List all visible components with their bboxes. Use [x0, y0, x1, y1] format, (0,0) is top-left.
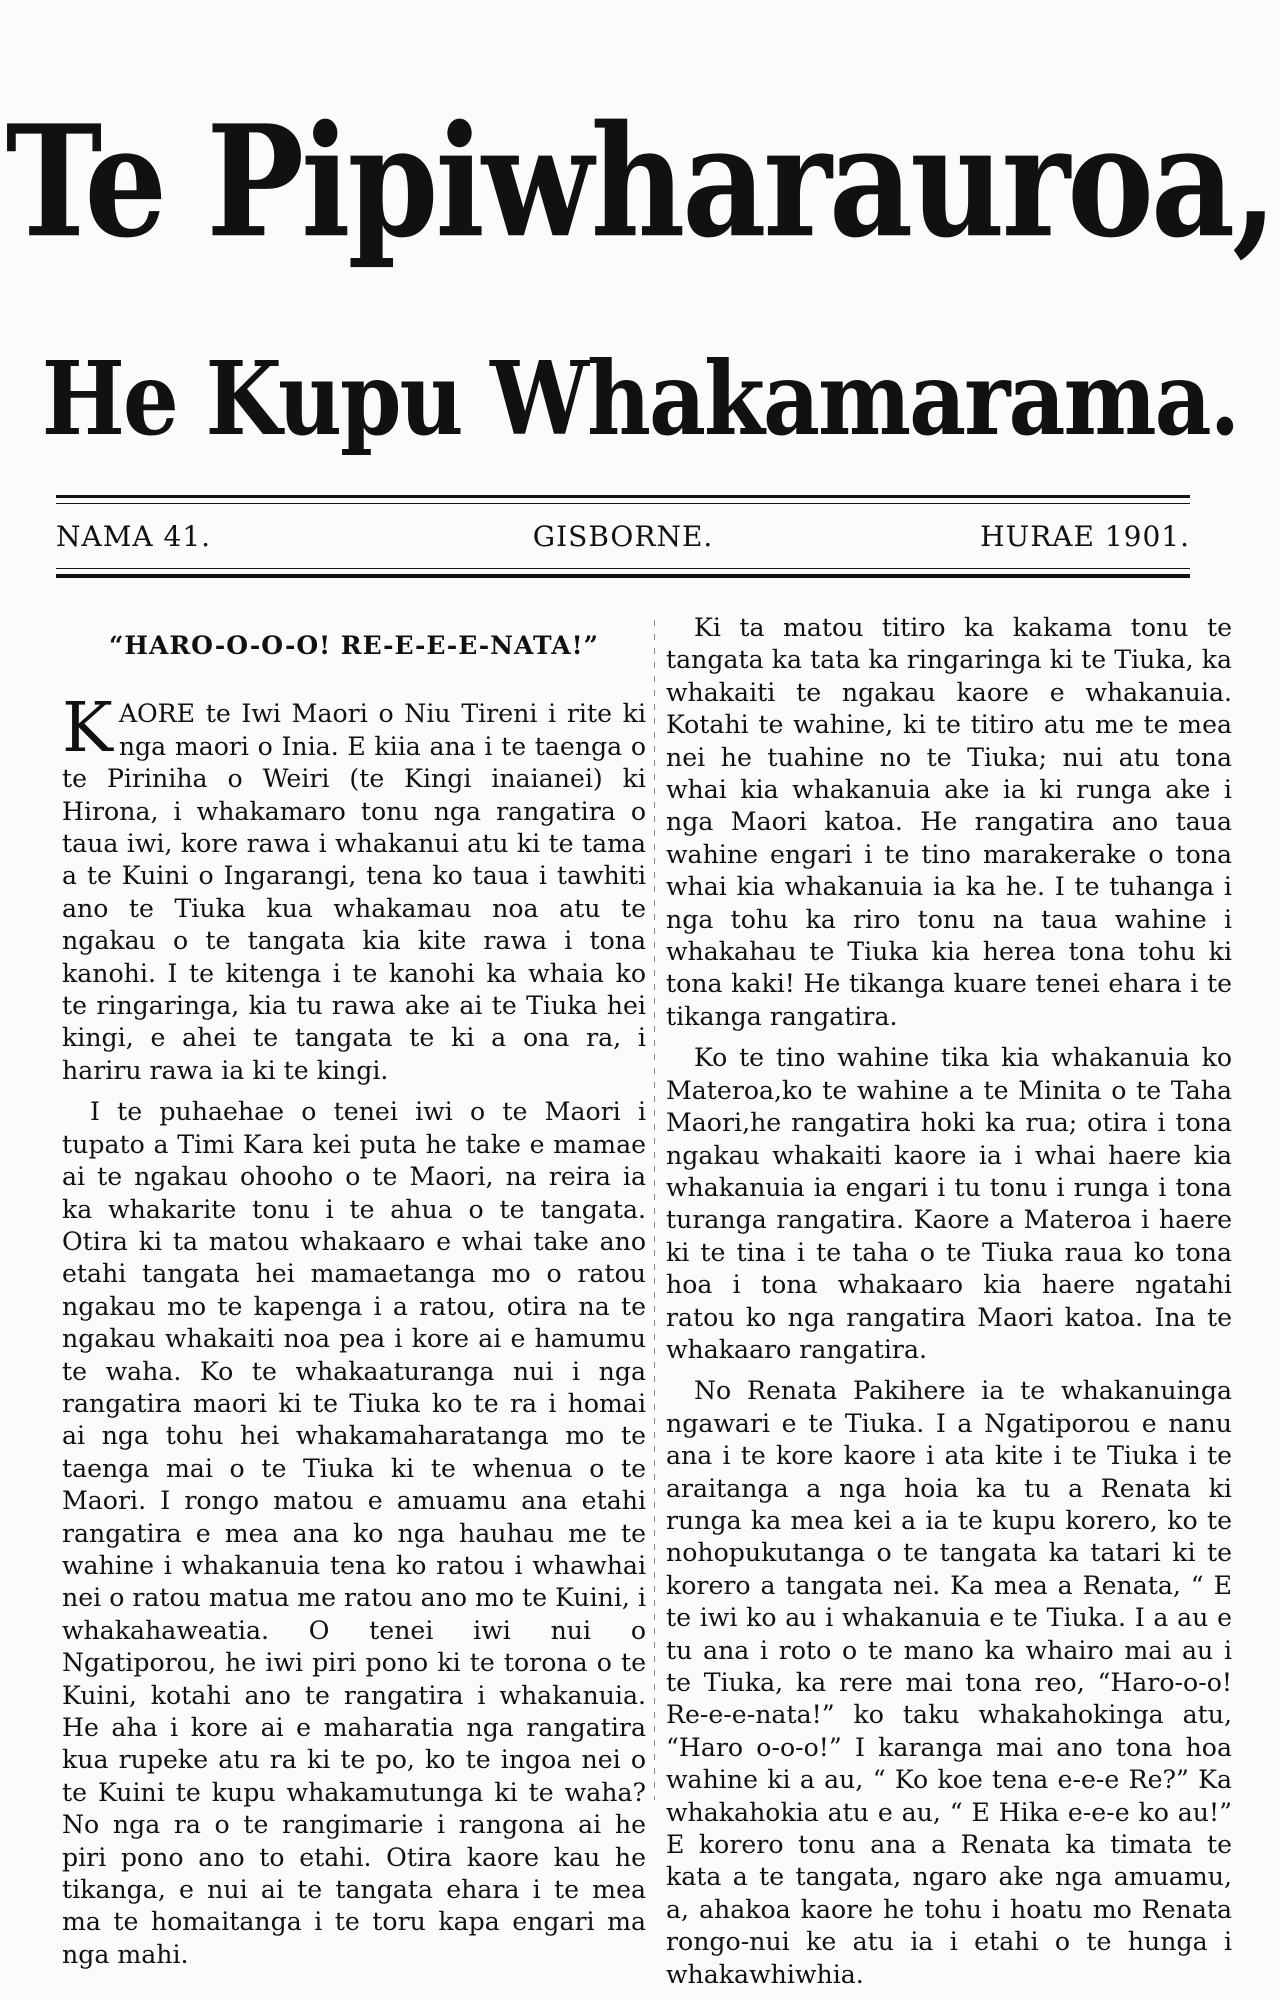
dateline — [56, 514, 1190, 560]
top-rule — [56, 495, 1190, 498]
article-paragraph: Ki ta matou titiro ka kakama tonu te tangata ka tata ka ringaringa ki te Tiuka, ka whakaiti te ngakau kaore e whakanuia. Kotahi te wahine, ki te titiro atu me te mea nei he tuahine no te Tiuka; nui atu tona whai kia whakanuia ake ia ki runga ake i nga Maori katoa. He rangatira ano taua wahine engari i te tino marakerake o tona whai kia whakanuia ia ka he. I te tuhanga i nga tohu ka riro tonu na taua wahine i whakahau te Tiuka kia herea tona tohu ki tona kaki! He tikanga kuare tenei ehara i te tikanga rangatira. — [666, 613, 1232, 1031]
masthead-title: Te Pipiwharauroa, — [5, 91, 1275, 272]
article-paragraph: No Renata Pakihere ia te whakanuinga ngawari e te Tiuka. I a Ngatiporou e nanu ana i te kore kaore i ata kite i te Tiuka i te araitanga a nga hoia ka tu a Renata ki runga ka mea kei a ia te kupu korero, ko te nohopukutanga o te tangata ka tatari ki te korero a tangata nei. Ka mea a Renata, “ E te iwi ko au i whakanuia e te Tiuka. I a au e tu ana i roto o te mano ka whairo mai au i te Tiuka, ka rere mai tona reo, “Haro-o-o! Re-e-e-nata!” ko taku whakahokinga atu, “Haro o-o-o!” I karanga mai ano tona hoa wahine ki a au, “ Ko koe tena e-e-e Re?” Ka whakahokia atu e au, “ E Hika e-e-e ko au!” E korero tonu ana a Renata ka timata te kata a te tangata, ngaro ake nga amuamu, a, ahakoa kaore he tohu i hoatu mo Renata rongo-nui ke atu ia i etahi o te hunga i whakawhiwhia. — [666, 1376, 1232, 1989]
bottom-rule-thin — [56, 568, 1190, 569]
bottom-rule — [56, 574, 1190, 578]
masthead-subtitle: He Kupu Whakamarama. — [41, 338, 1239, 459]
issue-number: NAMA 41. — [56, 520, 212, 553]
place-name: GISBORNE. — [532, 520, 714, 553]
right-column — [666, 612, 1232, 2000]
drop-cap: K — [62, 689, 113, 769]
article-paragraph — [62, 689, 646, 1087]
column-divider — [654, 620, 655, 1800]
article-headline: “HARO-O-O-O! RE-E-E-E-NATA!” — [108, 631, 600, 660]
paragraph-text: AORE te Iwi Maori o Niu Tireni i rite ki nga maori o Inia. E kiia ana i te taenga o te Piriniha o Weiri (te Kingi inaianei) ki Hirona, i whakamaro tonu nga rangatira o taua iwi, kore rawa i whakanui atu ki te tama a te Kuini o Ingarangi, tena ko taua i tawhiti ano te Tiuka kua whakamau noa atu te ngakau o te tangata kia kite rawa i tona kanohi. I te kitenga i te kanohi ka whaia ko te ringaringa, kia tu rawa ake ai te Tiuka hei kingi, e ahei te tangata te ki a ona ra, i hariru rawa ia ki te kingi. — [62, 699, 646, 1085]
article-paragraph: I te puhaehae o tenei iwi o te Maori i tupato a Timi Kara kei puta he take e mamae ai te ngakau ohooho o te Maori, na reira ia ka whakarite tonu i te ahua o te tangata. Otira ki ta matou whakaaro e whai take ano etahi tangata hei mamaetanga mo o ratou ngakau mo te kapenga i a ratou, otira na te ngakau whakaiti noa pea i kore ai e hamumu te waha. Ko te whakaaturanga nui i nga rangatira maori ki te Tiuka ko te ra i homai ai nga tohu hei whakamaharatanga mo te taenga mai o te Tiuka ki te whenua o te Maori. I rongo matou e amuamu ana etahi rangatira e mea ana ko nga hauhau me te wahine i whakanuia tena ko ratou i whawhai nei o ratou matua me ratou ano mo te Kuini, i whakahaweatia. O tenei iwi nui o Ngatiporou, he iwi piri pono ki te torona o te Kuini, kotahi ano te rangatira i whakanuia. He aha i kore ai e maharatia nga rangatira kua rupeke atu ra ki te po, ko te ingoa nei o te Kuini te kupu whakamutunga ki te waha? No nga ra o te rangimarie i rangona ai he piri pono ano to etahi. Otira kaore kau he tikanga, e nui ai te tangata ehara i te mea ma te homaitanga i te toru kapa engari ma nga mahi. — [62, 1097, 646, 1969]
top-rule-thin — [56, 503, 1190, 504]
left-column — [62, 612, 646, 1980]
issue-date: HURAE 1901. — [980, 520, 1190, 553]
article-paragraph: Ko te tino wahine tika kia whakanuia ko Materoa,ko te wahine a te Minita o te Taha Maori,he rangatira hoki ka rua; otira i tona ngakau whakaiti kaore ia i whai haere kia whakanuia ia engari i tu tonu i runga i tona turanga rangatira. Kaore a Materoa i haere ki te tina i te taha o te Tiuka raua ko tona hoa i tona whakaaro kia haere ngatahi ratou ko nga rangatira Maori katoa. Ina te whakaaro rangatira. — [666, 1043, 1232, 1364]
